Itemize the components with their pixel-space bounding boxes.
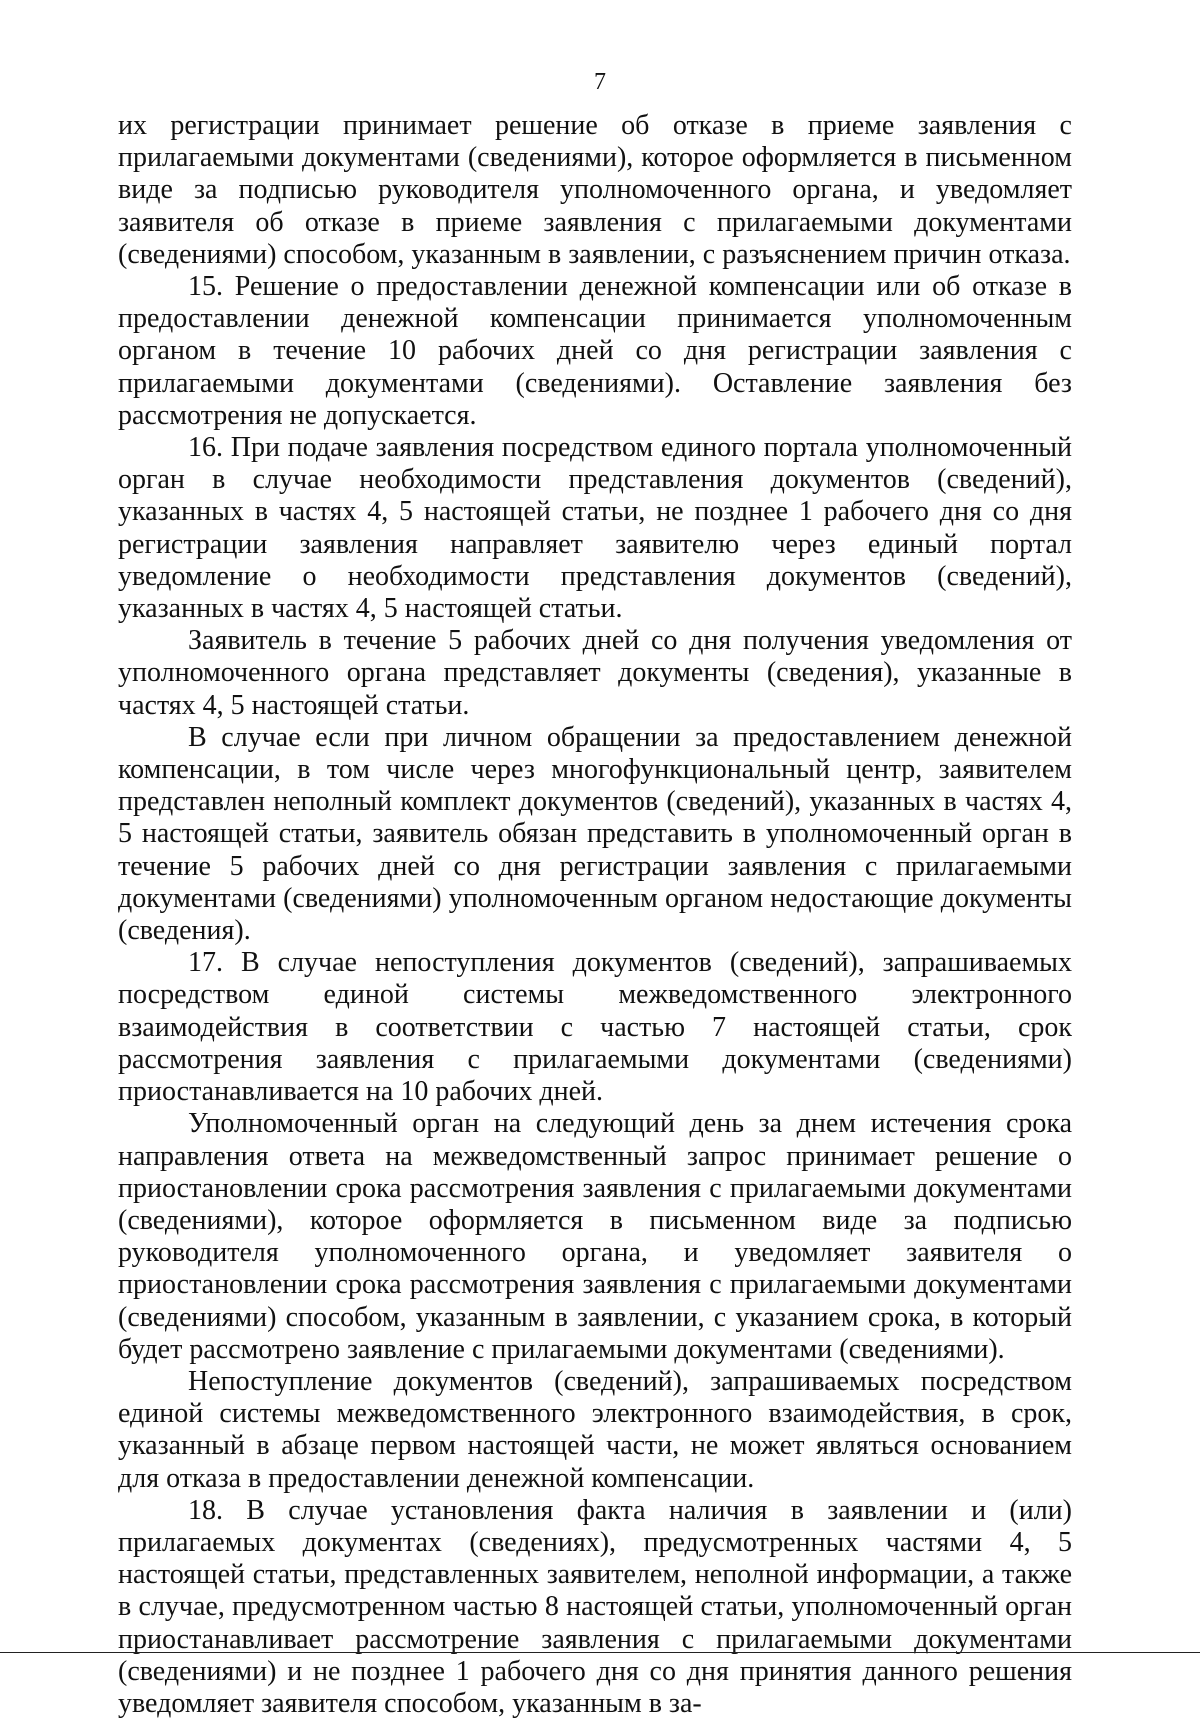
paragraph-item-15: 15. Решение о предоставлении денежной компенсации или об отказе в предоставлении денежной компенсации принимается уполномоченным органом в течение 10 рабочих дней со дня регистрации заявления с прилагаемыми документами (сведениями). Оставление заявления без рассмотрения не допускается. — [118, 271, 1072, 431]
paragraph-item-16-applicant-deadline: Заявитель в течение 5 рабочих дней со дня получения уведомления от уполномоченного органа представляет документы (сведения), указанные в частях 4, 5 настоящей статьи. — [118, 625, 1072, 721]
footer-rule — [0, 1652, 1200, 1653]
paragraph-item-17-non-receipt: Непоступление документов (сведений), запрашиваемых посредством единой системы межведомственного электронного взаимодействия, в срок, указанный в абзаце первом настоящей части, не может являться основанием для отказа в предоставлении денежной компенсации. — [118, 1365, 1072, 1494]
paragraph-item-16: 16. При подаче заявления посредством единого портала уполномоченный орган в случае необходимости представления документов (сведений), указанных в частях 4, 5 настоящей статьи, не позднее 1 рабочего дня со дня регистрации заявления направляет заявителю через единый портал уведомление о необходимости представления документов (сведений), указанных в частях 4, 5 настоящей статьи. — [118, 432, 1072, 625]
paragraph-item-17-suspension-decision: Уполномоченный орган на следующий день за днем истечения срока направления ответа на межведомственный запрос принимает решение о приостановлении срока рассмотрения заявления с прилагаемыми документами (сведениями), которое оформляется в письменном виде за подписью руководителя уполномоченного органа, и уведомляет заявителя о приостановлении срока рассмотрения заявления с прилагаемыми документами (сведениями) способом, указанным в заявлении, с указанием срока, в который будет рассмотрено заявление с прилагаемыми документами (сведениями). — [118, 1108, 1072, 1365]
paragraph-item-17: 17. В случае непоступления документов (сведений), запрашиваемых посредством единой системы межведомственного электронного взаимодействия в соответствии с частью 7 настоящей статьи, срок рассмотрения заявления с прилагаемыми документами (сведениями) приостанавливается на 10 рабочих дней. — [118, 947, 1072, 1108]
paragraph-item-18: 18. В случае установления факта наличия в заявлении и (или) прилагаемых документах (сведениях), предусмотренных частями 4, 5 настоящей статьи, представленных заявителем, неполной информации, а также в случае, предусмотренном частью 8 настоящей статьи, уполномоченный орган приостанавливает рассмотрение заявления с прилагаемыми документами (сведениями) и не позднее 1 рабочего дня со дня принятия данного решения уведомляет заявителя способом, указанным в за- — [118, 1494, 1072, 1719]
paragraph-item-16-incomplete-set: В случае если при личном обращении за предоставлением денежной компенсации, в том числе через многофункциональный центр, заявителем представлен неполный комплект документов (сведений), указанных в частях 4, 5 настоящей статьи, заявитель обязан представить в уполномоченный орган в течение 5 рабочих дней со дня регистрации заявления с прилагаемыми документами (сведениями) уполномоченным органом недостающие документы (сведения). — [118, 721, 1072, 947]
page-number: 7 — [594, 69, 606, 95]
paragraph-continuation: их регистрации принимает решение об отказе в приеме заявления с прилагаемыми документами (сведениями), которое оформляется в письменном виде за подписью руководителя уполномоченного органа, и уведомляет заявителя об отказе в приеме заявления с прилагаемыми документами (сведениями) способом, указанным в заявлении, с разъяснением причин отказа. — [118, 110, 1072, 270]
document-body — [118, 110, 1072, 1720]
